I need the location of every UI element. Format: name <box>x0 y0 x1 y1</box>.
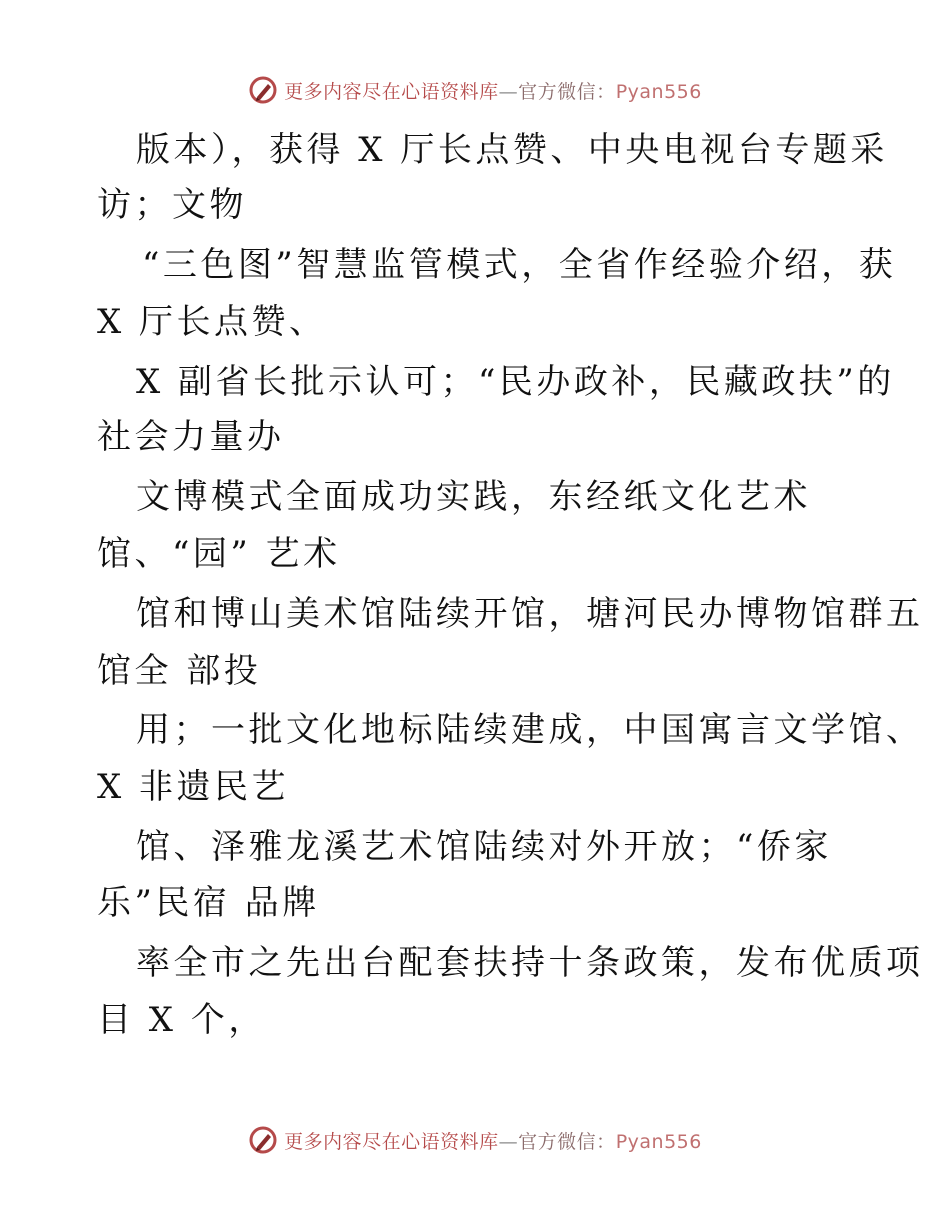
text-line: 社会力量办 <box>97 417 285 457</box>
banner-promo-text: 更多内容尽在心语资料库—官方微信：Pyan556 <box>284 1130 702 1153</box>
text-line: 馆、泽雅龙溪艺术馆陆续对外开放；“侨家 <box>136 827 832 867</box>
banner-account: Pyan556 <box>615 80 702 103</box>
text-line: X 副省长批示认可；“民办政补，民藏政扶”的 <box>136 362 895 402</box>
text-line: 乐”民宿 品牌 <box>97 883 320 923</box>
text-line: “三色图”智慧监管模式，全省作经验介绍，获 <box>142 245 897 285</box>
text-line: 版本），获得 X 厅长点赞、中央电视台专题采 <box>136 130 888 170</box>
footer-banner <box>0 1120 950 1160</box>
pen-circle-logo-icon <box>248 75 278 105</box>
text-line: X 非遗民艺 <box>97 767 290 807</box>
text-line: 馆和博山美术馆陆续开馆，塘河民办博物馆群五 <box>136 594 924 634</box>
text-line: 目 X 个， <box>97 1000 266 1040</box>
text-line: 率全市之先出台配套扶持十条政策，发布优质项 <box>136 943 924 983</box>
text-line: 用；一批文化地标陆续建成，中国寓言文学馆、 <box>136 710 924 750</box>
text-line: 馆、“园” 艺术 <box>97 534 341 574</box>
text-line: 文博模式全面成功实践，东经纸文化艺术 <box>136 477 811 517</box>
pen-circle-logo-icon <box>248 1125 278 1155</box>
banner-account: Pyan556 <box>615 1130 702 1153</box>
text-line: 馆全 部投 <box>97 651 262 691</box>
header-banner <box>0 70 950 110</box>
banner-promo-text: 更多内容尽在心语资料库—官方微信：Pyan556 <box>284 80 702 103</box>
text-line: X 厅长点赞、 <box>97 302 327 342</box>
text-line: 访；文物 <box>97 185 247 225</box>
